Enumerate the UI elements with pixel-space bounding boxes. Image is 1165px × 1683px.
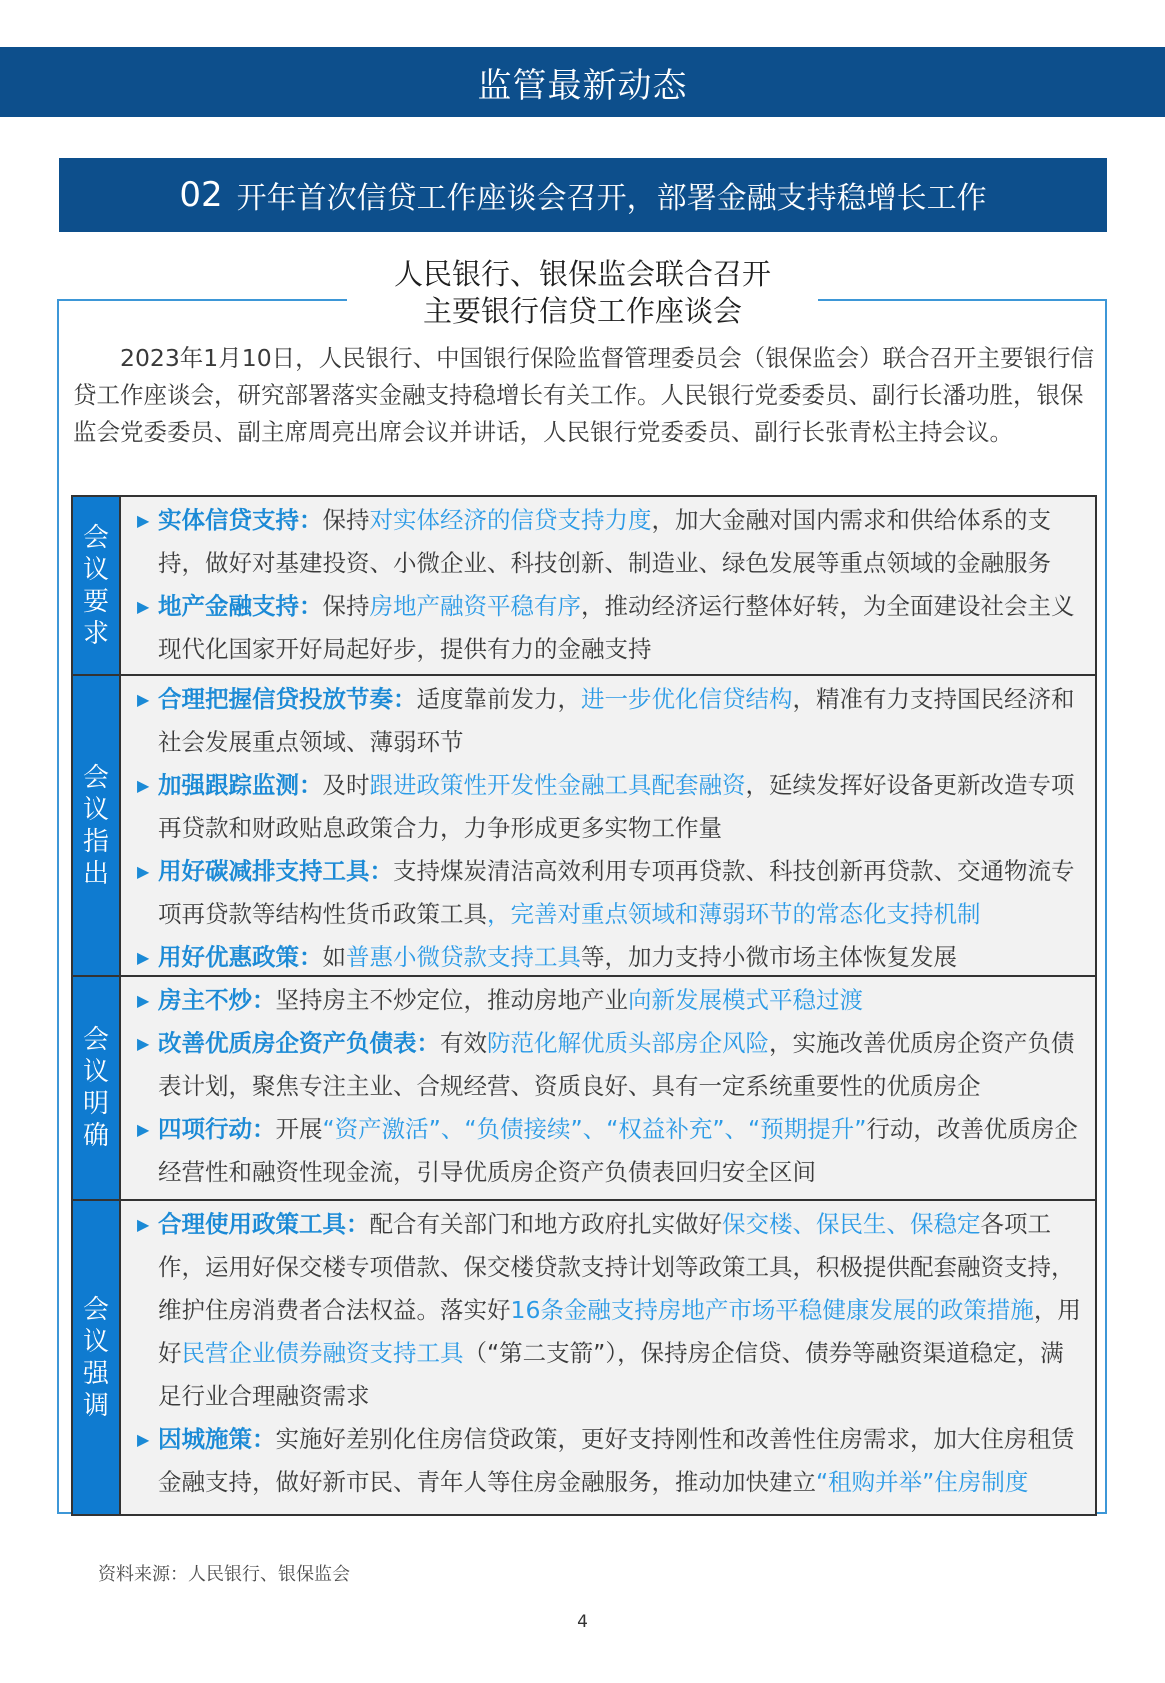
item-heading: 合理把握信贷投放节奏： bbox=[158, 685, 417, 713]
label-char: 会 bbox=[82, 762, 109, 793]
frame-top-left-line bbox=[57, 299, 347, 301]
label-char: 会 bbox=[82, 1294, 109, 1325]
item-highlight: 跟进政策性开发性金融工具配套融资 bbox=[369, 771, 746, 799]
triangle-bullet-icon: ▶ bbox=[137, 776, 150, 795]
item-text: 配合有关部门和地方政府扎实做好 bbox=[369, 1210, 722, 1238]
section-number: 02 bbox=[179, 175, 223, 215]
triangle-bullet-icon: ▶ bbox=[137, 1120, 150, 1139]
list-item bbox=[137, 1203, 1085, 1418]
item-text: 支持煤炭清洁高效利用专项再贷款、科技创新再贷款、交通物流专项再贷款等结构性货币政策工具 bbox=[158, 857, 1075, 928]
label-char: 议 bbox=[82, 794, 109, 825]
list-item bbox=[137, 979, 1085, 1022]
block-label bbox=[73, 1201, 121, 1514]
headline-line-2: 主要银行信贷工作座谈会 bbox=[422, 294, 742, 328]
triangle-bullet-icon: ▶ bbox=[137, 1215, 150, 1234]
item-highlight: 防范化解优质头部房企风险 bbox=[487, 1029, 769, 1057]
item-heading: 加强跟踪监测： bbox=[158, 771, 323, 799]
triangle-bullet-icon: ▶ bbox=[137, 511, 150, 530]
list-item bbox=[137, 1418, 1085, 1504]
label-char: 会 bbox=[82, 522, 109, 553]
item-highlight: 房地产融资平稳有序 bbox=[369, 592, 581, 620]
label-char: 会 bbox=[82, 1025, 109, 1055]
item-text: 开展 bbox=[275, 1115, 323, 1143]
label-char: 调 bbox=[82, 1390, 109, 1421]
list-item bbox=[137, 936, 1085, 979]
item-text: 实施好差别化住房信贷政策，更好支持刚性和改善性住房需求，加大住房租赁金融支持，做好新市民、青年人等住房金融服务，推动加快建立 bbox=[158, 1425, 1075, 1496]
item-heading: 合理使用政策工具： bbox=[158, 1210, 370, 1238]
item-text: 等，加力支持小微市场主体恢复发展 bbox=[581, 943, 957, 971]
item-text: ，用好 bbox=[158, 1296, 1081, 1367]
item-text: 坚持房主不炒定位，推动房地产业 bbox=[275, 986, 628, 1014]
label-char: 明 bbox=[82, 1089, 109, 1119]
item-text: 各项工作，运用好保交楼专项借款、保交楼贷款支持计划等政策工具，积极提供配套融资支持，维护住房消费者合法权益。落实好 bbox=[158, 1210, 1075, 1324]
item-heading: 地产金融支持： bbox=[158, 592, 323, 620]
label-char: 强 bbox=[82, 1358, 109, 1389]
item-text: ，推动经济运行整体好转，为全面建设社会主义现代化国家开好局起好步，提供有力的金融支持 bbox=[158, 592, 1075, 663]
triangle-bullet-icon: ▶ bbox=[137, 597, 150, 616]
block-pointed-out bbox=[71, 674, 1097, 977]
section-title: 开年首次信贷工作座谈会召开，部署金融支持稳增长工作 bbox=[236, 181, 987, 216]
item-text: ，实施改善优质房企资产负债表计划，聚焦专注主业、合规经营、资质良好、具有一定系统重要性的优质房企 bbox=[158, 1029, 1075, 1100]
item-heading: 改善优质房企资产负债表： bbox=[158, 1029, 440, 1057]
item-heading: 实体信贷支持： bbox=[158, 506, 323, 534]
item-highlight: 对实体经济的信贷支持力度 bbox=[369, 506, 652, 534]
item-highlight: ，完善对重点领域和薄弱环节的常态化支持机制 bbox=[487, 900, 981, 928]
label-char: 出 bbox=[82, 858, 109, 889]
triangle-bullet-icon: ▶ bbox=[137, 690, 150, 709]
triangle-bullet-icon: ▶ bbox=[137, 1034, 150, 1053]
page-number: 4 bbox=[577, 1612, 588, 1632]
triangle-bullet-icon: ▶ bbox=[137, 1430, 150, 1449]
block-label bbox=[73, 676, 121, 975]
list-item bbox=[137, 850, 1085, 936]
label-char: 议 bbox=[82, 1057, 109, 1087]
headline bbox=[350, 256, 815, 330]
item-highlight: 普惠小微贷款支持工具 bbox=[346, 943, 581, 971]
item-highlight: 向新发展模式平稳过渡 bbox=[628, 986, 863, 1014]
item-text: （“第二支箭”），保持房企信贷、债券等融资渠道稳定，满足行业合理融资需求 bbox=[158, 1339, 1064, 1410]
block-clarified bbox=[71, 975, 1097, 1201]
frame-top-right-line bbox=[818, 299, 1107, 301]
item-text: 保持 bbox=[322, 592, 370, 620]
item-text: ，精准有力支持国民经济和社会发展重点领域、薄弱环节 bbox=[158, 685, 1075, 756]
list-item bbox=[137, 1022, 1085, 1108]
label-char: 指 bbox=[82, 826, 109, 857]
label-char: 议 bbox=[82, 554, 109, 585]
item-text: 有效 bbox=[440, 1029, 487, 1057]
block-requirements bbox=[71, 495, 1097, 676]
item-text: 适度靠前发力， bbox=[416, 685, 581, 713]
item-highlight: “租购并举”住房制度 bbox=[816, 1468, 1029, 1496]
item-text: 行动，改善优质房企经营性和融资性现金流，引导优质房企资产负债表回归安全区间 bbox=[158, 1115, 1078, 1186]
block-label bbox=[73, 497, 121, 674]
item-highlight: 民营企业债券融资支持工具 bbox=[181, 1339, 464, 1367]
list-item bbox=[137, 1108, 1085, 1194]
item-text: ，延续发挥好设备更新改造专项再贷款和财政贴息政策合力，力争形成更多实物工作量 bbox=[158, 771, 1075, 842]
source-footnote: 资料来源：人民银行、银保监会 bbox=[98, 1564, 350, 1585]
item-text: 如 bbox=[322, 943, 346, 971]
item-highlight: 16条金融支持房地产市场平稳健康发展的政策措施 bbox=[510, 1296, 1034, 1324]
list-item bbox=[137, 499, 1085, 585]
item-heading: 用好碳减排支持工具： bbox=[158, 857, 393, 885]
item-heading: 四项行动： bbox=[158, 1115, 276, 1143]
block-emphasized bbox=[71, 1199, 1097, 1516]
item-text: 及时 bbox=[322, 771, 370, 799]
label-char: 议 bbox=[82, 1326, 109, 1357]
item-highlight: 保交楼、保民生、保稳定 bbox=[722, 1210, 981, 1238]
item-heading: 用好优惠政策： bbox=[158, 943, 323, 971]
top-banner-title: 监管最新动态 bbox=[477, 65, 688, 106]
list-item bbox=[137, 678, 1085, 764]
triangle-bullet-icon: ▶ bbox=[137, 991, 150, 1010]
block-label bbox=[73, 977, 121, 1199]
label-char: 求 bbox=[82, 618, 109, 649]
list-item bbox=[137, 585, 1085, 671]
item-highlight: “资产激活”、“负债接续”、“权益补充”、“预期提升” bbox=[322, 1115, 867, 1143]
item-text: 保持 bbox=[322, 506, 370, 534]
item-text: ，加大金融对国内需求和供给体系的支持，做好对基建投资、小微企业、科技创新、制造业、绿色发展等重点领域的金融服务 bbox=[158, 506, 1051, 577]
triangle-bullet-icon: ▶ bbox=[137, 862, 150, 881]
top-banner bbox=[0, 47, 1165, 117]
item-heading: 因城施策： bbox=[158, 1425, 276, 1453]
label-char: 要 bbox=[82, 586, 109, 617]
item-highlight: 进一步优化信贷结构 bbox=[581, 685, 793, 713]
label-char: 确 bbox=[82, 1121, 109, 1151]
section-banner bbox=[59, 158, 1107, 232]
list-item bbox=[137, 764, 1085, 850]
headline-line-1: 人民银行、银保监会联合召开 bbox=[393, 257, 771, 291]
intro-paragraph: 2023年1月10日，人民银行、中国银行保险监督管理委员会（银保监会）联合召开主要银行信贷工作座谈会，研究部署落实金融支持稳增长有关工作。人民银行党委委员、副行长潘功胜，银保监会党委委员、副主席周亮出席会议并讲话，人民银行党委委员、副行长张青松主持会议。 bbox=[73, 344, 1095, 446]
item-heading: 房主不炒： bbox=[158, 986, 276, 1014]
triangle-bullet-icon: ▶ bbox=[137, 948, 150, 967]
